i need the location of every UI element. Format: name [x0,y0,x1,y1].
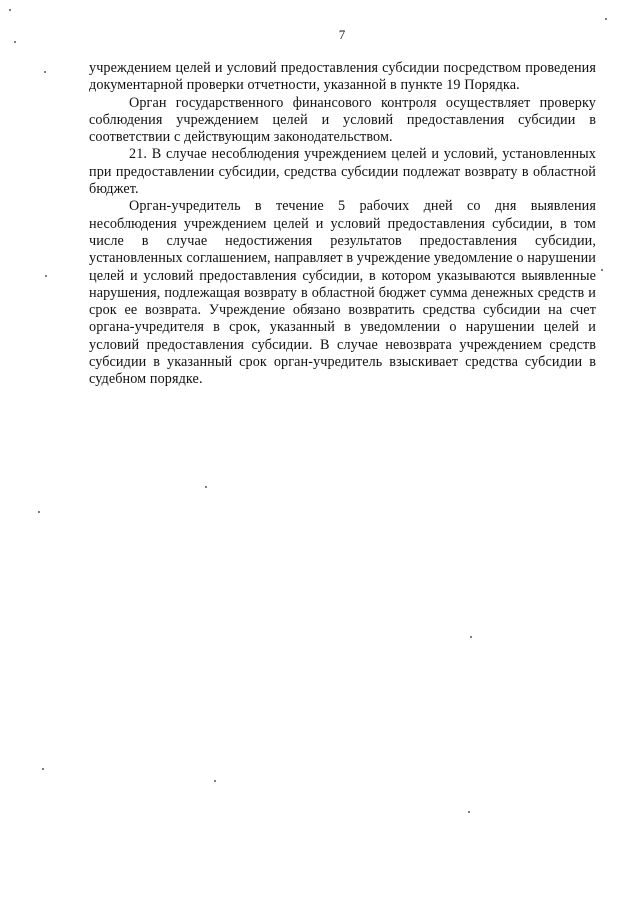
scan-speck [205,486,207,488]
paragraph-control-body: Орган государственного финансового контроля осуществляет проверку соблюдения учреждением целей и условий предоставления субсидии в соответствии с действующим законодательством. [89,94,596,146]
page-number: 7 [338,27,346,42]
scan-speck [44,71,46,73]
scan-speck [601,269,603,271]
scan-speck [14,41,16,43]
paragraph-founder-notice: Орган-учредитель в течение 5 рабочих дней со дня выявления несоблюдения учреждением целей и условий предоставления субсидии, в том числе в случае недостижения результатов предоставления субсидии, установленных соглашением, направляет в учреждение уведомление о нарушении целей и условий предоставления субсидии, в котором указываются выявленные нарушения, подлежащая возврату в областной бюджет сумма денежных средств и срок ее возврата. Учреждение обязано возвратить средства субсидии на счет органа-учредителя в срок, указанный в уведомлении о нарушении целей и условий предоставления субсидии. В случае невозврата учреждением средств субсидии в указанный срок орган-учредитель взыскивает средства субсидии в судебном порядке. [89,198,596,388]
scan-speck [214,780,216,782]
scan-speck [45,275,47,277]
document-body [89,60,596,389]
scan-speck [9,9,11,11]
scan-speck [42,768,44,770]
scan-speck [468,811,470,813]
scan-speck [605,18,607,20]
paragraph-continuation: учреждением целей и условий предоставления субсидии посредством проведения документарной проверки отчетности, указанной в пункте 19 Порядка. [89,60,596,94]
paragraph-clause-21: 21. В случае несоблюдения учреждением целей и условий, установленных при предоставлении субсидии, средства субсидии подлежат возврату в областной бюджет. [89,146,596,198]
scan-speck [38,511,40,513]
scan-speck [470,636,472,638]
